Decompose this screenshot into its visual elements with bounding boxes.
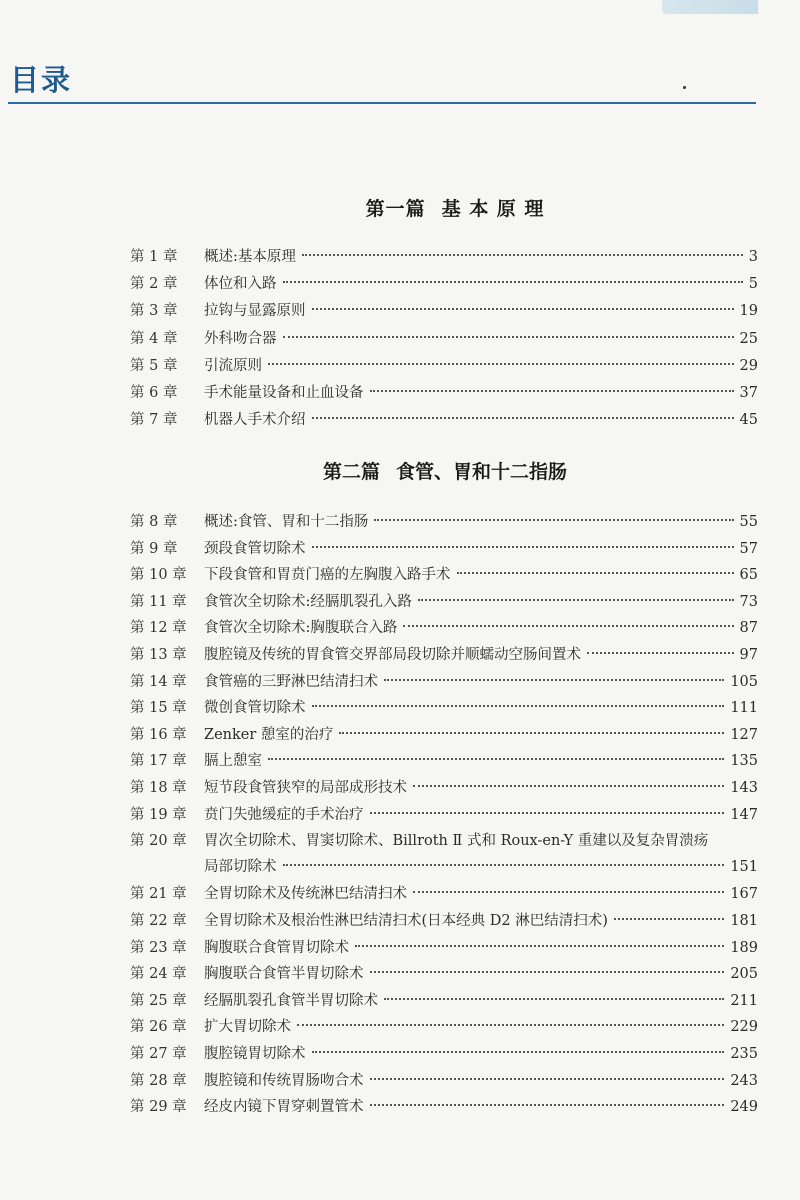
page-number: 87 [739,620,758,637]
title-rule [8,102,756,104]
dot-leader [312,546,734,548]
page-number: 29 [739,357,758,374]
toc-entry [0,380,800,406]
chapter-line [204,642,758,668]
page-number: 135 [730,753,758,770]
chapter-line [204,908,758,934]
chapter-number: 第 6 章 [130,385,178,401]
page-number: 167 [730,886,758,903]
chapter-title: 经皮内镜下胃穿刺置管术 [204,1099,364,1116]
chapter-title: 经膈肌裂孔食管半胃切除术 [204,992,378,1009]
chapter-number: 第 4 章 [130,330,178,347]
chapter-title: 引流原则 [204,357,262,374]
chapter-title: 膈上憩室 [204,753,262,770]
chapter-line [204,353,758,379]
chapter-title: 拉钩与显露原则 [204,303,306,320]
chapter-line [204,854,758,880]
part1-name: 基 本 原 理 [441,198,545,220]
chapter-title: 胸腹联合食管胃切除术 [204,939,349,956]
dot-leader [370,812,725,814]
chapter-line [204,775,758,801]
chapter-number: 第 26 章 [130,1019,187,1036]
chapter-line [204,695,758,721]
page-number: 19 [739,303,758,320]
dot-leader [268,758,724,760]
chapter-title: 腹腔镜胃切除术 [204,1046,306,1062]
toc-entry [0,271,800,297]
toc-entry [0,828,800,880]
chapter-number: 第 16 章 [130,726,187,743]
toc-entry [0,326,800,352]
chapter-line [204,271,758,297]
chapter-number: 第 9 章 [130,540,178,557]
toc-entry [0,642,800,668]
chapter-number: 第 1 章 [130,249,178,265]
page-number: 243 [730,1072,758,1089]
chapter-number: 第 12 章 [130,620,187,637]
chapter-line [204,298,758,324]
page-number: 127 [730,726,758,743]
dot-leader [384,998,724,1000]
chapter-number: 第 13 章 [130,647,187,663]
dot-leader [312,1051,725,1053]
chapter-title: 短节段食管狭窄的局部成形技术 [204,780,407,796]
chapter-number: 第 19 章 [130,806,187,823]
chapter-number: 第 3 章 [130,303,178,320]
chapter-line [204,961,758,987]
chapter-title: 颈段食管切除术 [204,540,306,557]
chapter-line [204,509,758,535]
chapter-title: 胸腹联合食管半胃切除术 [204,966,364,983]
chapter-title: 腹腔镜和传统胃肠吻合术 [204,1072,364,1089]
chapter-number: 第 5 章 [130,357,178,374]
toc-entry [0,1014,800,1040]
toc-entry [0,722,800,748]
chapter-number: 第 11 章 [130,593,187,610]
chapter-line [204,1068,758,1094]
toc-entry [0,775,800,801]
dot-leader [374,519,733,521]
chapter-number: 第 23 章 [130,939,187,956]
dot-leader [268,363,734,365]
page-number: 57 [739,540,758,557]
part2-name: 食管、胃和十二指肠 [396,461,568,483]
chapter-line [204,748,758,774]
chapter-title-line1: 胃次全切除术、胃窦切除术、Billroth Ⅱ 式和 Roux-en-Y 重建以及复杂胃溃疡 [204,833,709,850]
chapter-line [204,244,758,270]
toc-entry [0,1041,800,1067]
dot-leader [370,1078,725,1080]
dot-leader [283,281,743,283]
page-number: 143 [730,780,758,796]
dot-leader [283,864,725,866]
toc-entry [0,353,800,379]
toc-entry [0,244,800,270]
stray-dot [683,86,686,89]
dot-leader [418,599,734,601]
chapter-title: 贲门失弛缓症的手术治疗 [204,806,364,823]
page-number: 235 [730,1046,758,1062]
chapter-title: 机器人手术介绍 [204,412,306,429]
chapter-number: 第 20 章 [130,833,187,850]
chapter-number: 第 21 章 [130,886,187,903]
chapter-line [204,669,758,695]
toc-entry [0,695,800,721]
chapter-number: 第 25 章 [130,992,187,1009]
chapter-line [204,407,758,433]
chapter-number: 第 18 章 [130,780,187,796]
chapter-line [204,722,758,748]
part1-number: 第一篇 [365,198,426,220]
dot-leader [413,891,724,893]
dot-leader [370,390,734,392]
toc-entry [0,1068,800,1094]
chapter-title: 食管次全切除术:经膈肌裂孔入路 [204,593,412,610]
chapter-title: 腹腔镜及传统的胃食管交界部局段切除并顺蠕动空肠间置术 [204,647,581,663]
dot-leader [297,1024,724,1026]
chapter-title: 局部切除术 [204,859,277,876]
chapter-number: 第 7 章 [130,412,178,429]
corner-tab-mark [662,0,758,14]
page-number: 147 [730,806,758,823]
dot-leader [587,652,734,654]
page-number: 205 [730,966,758,983]
chapter-title: 外科吻合器 [204,330,277,347]
chapter-line [204,988,758,1014]
dot-leader [370,971,725,973]
chapter-line [204,1041,758,1067]
chapter-title: Zenker 憩室的治疗 [204,726,334,743]
toc-entry [0,509,800,535]
chapter-line [204,881,758,907]
dot-leader [312,417,734,419]
chapter-title: 微创食管切除术 [204,700,306,717]
chapter-line [204,536,758,562]
page-number: 37 [739,385,758,401]
toc-entry [0,802,800,828]
chapter-title: 体位和入路 [204,276,277,293]
page-number: 111 [730,700,758,717]
page-number: 45 [739,412,758,429]
chapter-title: 手术能量设备和止血设备 [204,385,364,401]
chapter-line [204,326,758,352]
page-number: 229 [730,1019,758,1036]
page-number: 181 [730,913,758,929]
dot-leader [403,625,733,627]
part2-number: 第二篇 [322,461,380,483]
chapter-title: 扩大胃切除术 [204,1019,291,1036]
chapter-line [204,1014,758,1040]
toc-entry [0,1094,800,1120]
page-number: 73 [739,593,758,610]
chapter-title: 全胃切除术及传统淋巴结清扫术 [204,886,407,903]
page-number: 105 [730,673,758,690]
chapter-number: 第 14 章 [130,673,187,690]
chapter-number: 第 2 章 [130,276,178,293]
chapter-number: 第 27 章 [130,1046,187,1062]
dot-leader [457,572,734,574]
dot-leader [339,732,724,734]
toc-entry [0,881,800,907]
toc-entry [0,908,800,934]
dot-leader [312,705,725,707]
chapter-number: 第 8 章 [130,514,178,530]
chapter-title: 全胃切除术及根治性淋巴结清扫术(日本经典 D2 淋巴结清扫术) [204,913,608,929]
dot-leader [614,918,724,920]
chapter-title: 食管癌的三野淋巴结清扫术 [204,673,378,690]
dot-leader [302,254,743,256]
chapter-line [204,802,758,828]
chapter-number: 第 24 章 [130,966,187,983]
chapter-number: 第 15 章 [130,700,187,717]
toc-entry [0,961,800,987]
chapter-number: 第 17 章 [130,753,187,770]
chapter-title: 概述:食管、胃和十二指肠 [204,514,369,530]
chapter-number: 第 28 章 [130,1072,187,1089]
dot-leader [413,785,724,787]
part1-heading [0,194,800,221]
chapter-title: 食管次全切除术:胸腹联合入路 [204,620,398,637]
chapter-line [204,562,758,588]
dot-leader [283,336,734,338]
page-number: 189 [730,939,758,956]
toc-entry [0,407,800,433]
chapter-line [204,615,758,641]
page-number: 211 [730,992,758,1009]
page-title: 目录 [10,63,73,97]
chapter-number: 第 29 章 [130,1099,187,1116]
page-number: 3 [748,249,758,265]
dot-leader [312,308,734,310]
dot-leader [355,945,724,947]
page-number: 97 [739,647,758,663]
toc-entry [0,589,800,615]
page-number: 151 [730,859,758,876]
chapter-number: 第 22 章 [130,913,187,929]
dot-leader [370,1104,725,1106]
page-number: 65 [739,567,758,584]
toc-entry [0,298,800,324]
page-number: 5 [748,276,758,293]
toc-entry [0,615,800,641]
toc-entry [0,748,800,774]
chapter-title: 下段食管和胃贲门癌的左胸腹入路手术 [204,567,451,584]
chapter-line [204,935,758,961]
chapter-number: 第 10 章 [130,567,187,584]
toc-entry [0,935,800,961]
page-number: 249 [730,1099,758,1116]
toc-entry [0,562,800,588]
part2-heading [0,457,800,484]
toc-entry [0,669,800,695]
page-number: 55 [739,514,758,530]
chapter-line [204,1094,758,1120]
dot-leader [384,679,724,681]
chapter-line [204,380,758,406]
page-number: 25 [739,330,758,347]
toc-entry [0,988,800,1014]
chapter-line [204,589,758,615]
chapter-title: 概述:基本原理 [204,249,296,265]
toc-entry [0,536,800,562]
